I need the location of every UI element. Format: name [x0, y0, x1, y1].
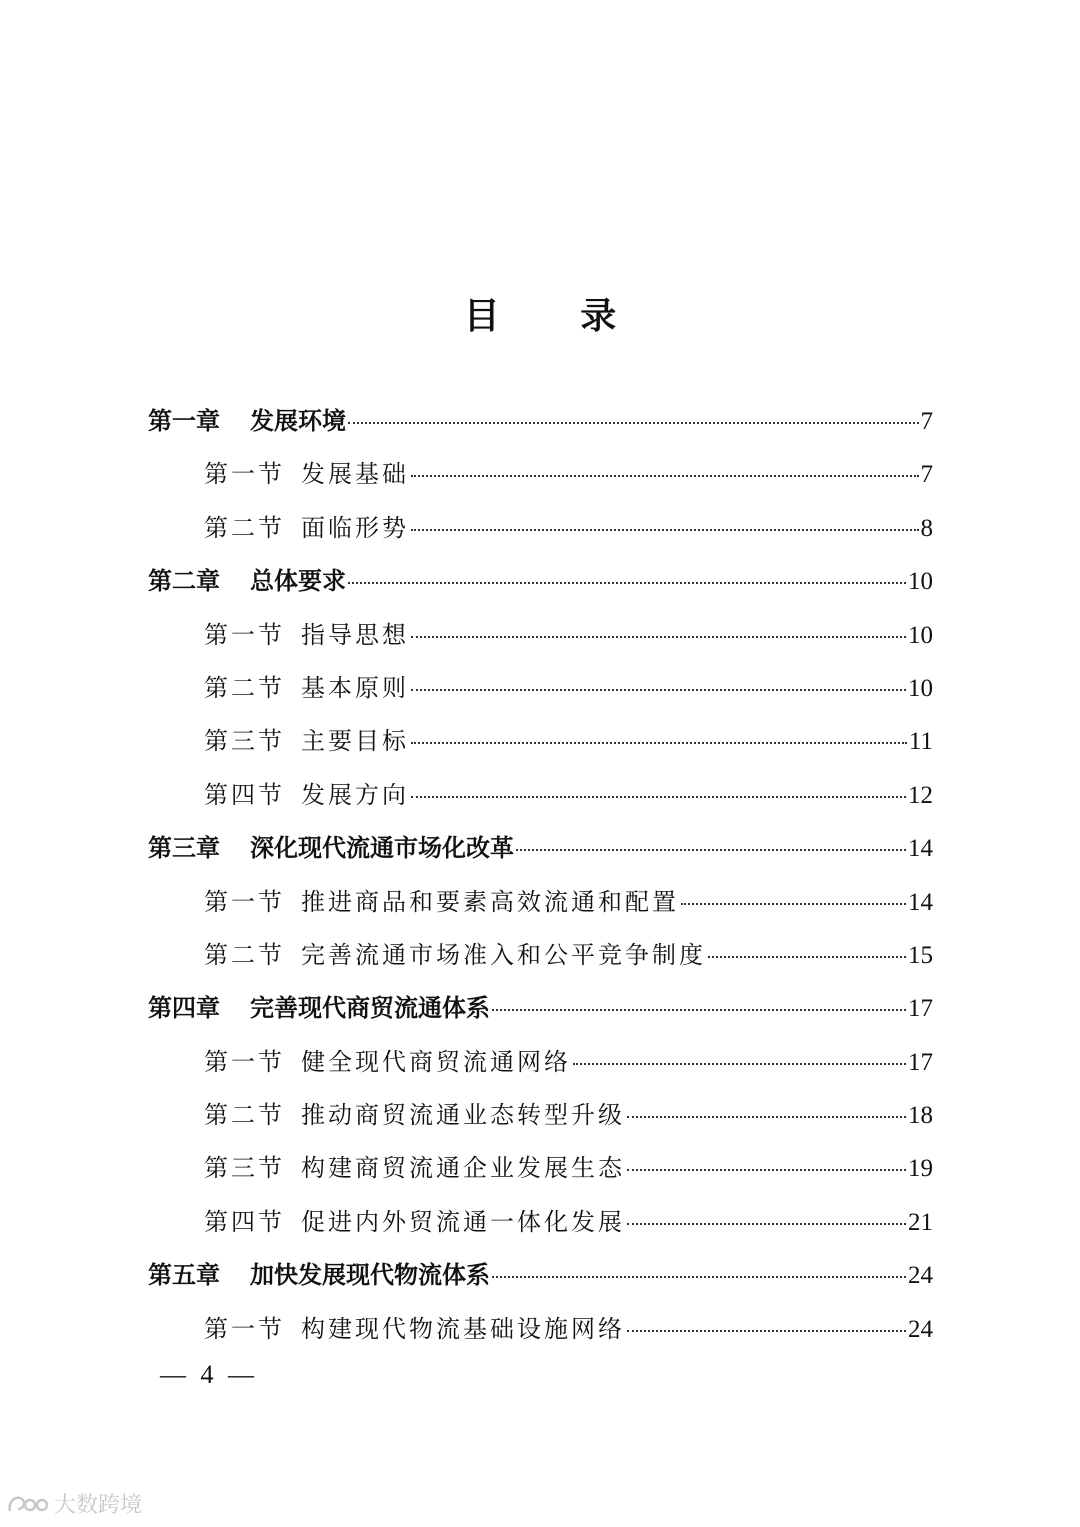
page-reference: 10 — [908, 674, 933, 702]
dot-leader — [627, 1169, 906, 1171]
dot-leader — [708, 956, 906, 958]
toc-chapter-entry[interactable] — [148, 821, 933, 874]
page-reference: 14 — [908, 888, 933, 916]
dot-leader — [411, 636, 906, 638]
toc-section-entry[interactable] — [148, 1088, 933, 1141]
chapter-title: 加快发展现代物流体系 — [250, 1261, 490, 1290]
chapter-title: 发展环境 — [250, 407, 346, 435]
chapter-title: 深化现代流通市场化改革 — [250, 834, 514, 863]
chapter-number: 第一章 — [148, 407, 220, 435]
toc-section-entry[interactable] — [148, 447, 933, 500]
toc-chapter-entry[interactable] — [148, 394, 933, 447]
page-reference: 15 — [908, 941, 933, 969]
section-number: 第一节 — [204, 460, 285, 489]
toc-chapter-entry[interactable] — [148, 981, 933, 1034]
toc-section-entry[interactable] — [148, 1141, 933, 1194]
page-reference: 11 — [908, 728, 933, 756]
section-number: 第一节 — [204, 620, 285, 649]
dot-leader — [411, 742, 907, 744]
dot-leader — [573, 1063, 906, 1065]
section-number: 第二节 — [204, 940, 285, 969]
page-reference: 24 — [908, 1262, 933, 1290]
section-title: 基本原则 — [301, 673, 409, 702]
section-title: 面临形势 — [301, 513, 409, 542]
page-reference: 10 — [908, 568, 933, 596]
section-title: 推进商品和要素高效流通和配置 — [301, 887, 679, 916]
dot-leader — [411, 796, 906, 798]
dot-leader — [627, 1223, 906, 1225]
toc-section-entry[interactable] — [148, 1302, 933, 1355]
toc-section-entry[interactable] — [148, 1035, 933, 1088]
toc-section-entry[interactable] — [148, 768, 933, 821]
chapter-number: 第二章 — [148, 567, 220, 596]
section-number: 第一节 — [204, 1314, 285, 1343]
page-reference: 19 — [908, 1155, 933, 1183]
page-reference: 10 — [908, 621, 933, 649]
toc-section-entry[interactable] — [148, 501, 933, 554]
toc-chapter-entry[interactable] — [148, 554, 933, 607]
dot-leader — [348, 582, 906, 584]
page-reference: 17 — [908, 995, 933, 1023]
page-reference: 24 — [908, 1315, 933, 1343]
page-reference: 7 — [920, 408, 933, 435]
section-number: 第二节 — [204, 513, 285, 542]
dot-leader — [492, 1009, 906, 1011]
chapter-number: 第五章 — [148, 1261, 220, 1290]
section-title: 构建商贸流通企业发展生态 — [301, 1154, 625, 1183]
dot-leader — [411, 529, 919, 531]
toc-section-entry[interactable] — [148, 714, 933, 767]
page-reference: 17 — [908, 1048, 933, 1076]
dot-leader — [627, 1116, 906, 1118]
dot-leader — [348, 422, 919, 424]
section-number: 第四节 — [204, 780, 285, 809]
toc-chapter-entry[interactable] — [148, 1248, 933, 1301]
section-title: 健全现代商贸流通网络 — [301, 1047, 571, 1076]
dot-leader — [411, 689, 906, 691]
section-title: 主要目标 — [301, 727, 409, 756]
section-title: 推动商贸流通业态转型升级 — [301, 1101, 625, 1130]
page-number-footer: — 4 — — [160, 1360, 258, 1389]
section-title: 发展基础 — [301, 460, 409, 489]
section-number: 第三节 — [204, 727, 285, 756]
watermark — [6, 1488, 142, 1519]
page-reference: 8 — [920, 514, 933, 542]
toc-section-entry[interactable] — [148, 1195, 933, 1248]
section-number: 第一节 — [204, 887, 285, 916]
toc-list — [148, 394, 933, 1355]
dot-leader — [492, 1276, 906, 1278]
section-title: 完善流通市场准入和公平竞争制度 — [301, 940, 706, 969]
dot-leader — [516, 849, 906, 851]
section-title: 构建现代物流基础设施网络 — [301, 1314, 625, 1343]
section-number: 第三节 — [204, 1154, 285, 1183]
page-reference: 18 — [908, 1102, 933, 1130]
toc-section-entry[interactable] — [148, 928, 933, 981]
section-title: 指导思想 — [301, 620, 409, 649]
dot-leader — [411, 475, 919, 477]
page-reference: 7 — [920, 461, 933, 489]
watermark-text: 大数跨境 — [54, 1493, 143, 1518]
chapter-title: 完善现代商贸流通体系 — [250, 994, 490, 1023]
chapter-number: 第三章 — [148, 834, 220, 863]
toc-section-entry[interactable] — [148, 608, 933, 661]
brand-logo-icon — [6, 1491, 50, 1517]
toc-title: 目 录 — [463, 296, 651, 337]
page-reference: 21 — [908, 1208, 933, 1236]
page-reference: 12 — [908, 781, 933, 809]
section-number: 第二节 — [204, 1101, 285, 1130]
chapter-title: 总体要求 — [250, 567, 346, 596]
section-title: 促进内外贸流通一体化发展 — [301, 1207, 625, 1236]
dot-leader — [681, 903, 906, 905]
chapter-number: 第四章 — [148, 994, 220, 1023]
section-number: 第二节 — [204, 673, 285, 702]
dot-leader — [627, 1330, 906, 1332]
page-reference: 14 — [908, 835, 933, 863]
section-number: 第四节 — [204, 1207, 285, 1236]
toc-section-entry[interactable] — [148, 875, 933, 928]
toc-section-entry[interactable] — [148, 661, 933, 714]
section-number: 第一节 — [204, 1047, 285, 1076]
section-title: 发展方向 — [301, 780, 409, 809]
